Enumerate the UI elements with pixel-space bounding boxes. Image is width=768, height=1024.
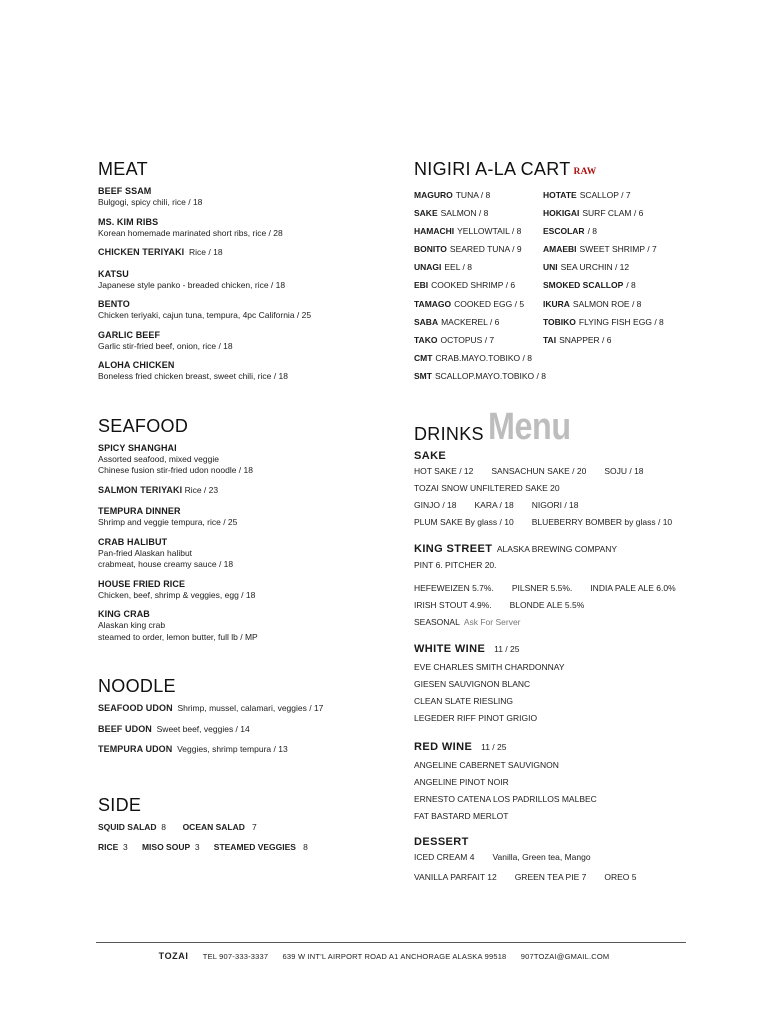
item-desc: SNAPPER / 6 — [559, 334, 612, 345]
item-name: MS. KIM RIBS — [98, 216, 159, 227]
drink-item: HEFEWEIZEN 5.7%. — [414, 582, 494, 593]
nigiri-item — [543, 242, 693, 256]
menu-item — [98, 724, 388, 736]
white-wine-block — [414, 639, 744, 727]
menu-item — [98, 703, 388, 715]
menu-item — [98, 443, 388, 477]
item-name: HOKIGAI — [543, 208, 580, 219]
item-desc: Bulgogi, spicy chili, rice / 18 — [98, 197, 203, 207]
item-desc: SCALLOP / 7 — [579, 190, 631, 200]
item-desc: OCTOPUS / 7 — [440, 334, 495, 345]
item-desc: Rice / 18 — [189, 247, 223, 257]
dessert-item: Vanilla, Green tea, Mango — [492, 851, 591, 862]
menu-item — [98, 537, 388, 571]
nigiri-item — [543, 278, 693, 292]
nigiri-item — [543, 315, 693, 329]
side-section — [98, 794, 388, 854]
item-name: MAGURO — [414, 190, 453, 200]
red-wine-price: 11 / 25 — [481, 741, 507, 752]
side-title: SIDE — [98, 794, 142, 815]
nigiri-item — [414, 333, 543, 347]
side-row — [98, 820, 388, 834]
item-name: OCEAN SALAD — [182, 821, 245, 832]
wine-item: FAT BASTARD MERLOT — [414, 810, 509, 821]
item-price: 7 — [252, 821, 257, 832]
item-name: CRAB HALIBUT — [98, 536, 168, 547]
item-name: KATSU — [98, 268, 129, 279]
footer — [0, 951, 768, 961]
item-desc: MACKEREL / 6 — [441, 316, 500, 327]
item-name: HAMACHI — [414, 226, 455, 237]
item-name: BEEF UDON — [98, 723, 152, 734]
wine-item: GIESEN SAUVIGNON BLANC — [414, 678, 531, 689]
drinks-title: DRINKS — [414, 423, 484, 444]
item-desc: YELLOWTAIL / 8 — [457, 226, 522, 237]
white-wine-title: WHITE WINE — [414, 642, 486, 655]
item-desc: / 8 — [587, 226, 598, 237]
drink-item: BLONDE ALE 5.5% — [509, 599, 585, 610]
item-desc-2: steamed to order, lemon butter, full lb / MP — [98, 631, 258, 642]
beer-title: KING STREET — [414, 542, 493, 555]
item-name: SQUID SALAD — [98, 821, 157, 832]
seafood-section — [98, 415, 388, 644]
menu-item — [98, 186, 388, 209]
beer-subtitle: ALASKA BREWING COMPANY — [496, 543, 618, 554]
item-name: HOUSE FRIED RICE — [98, 578, 186, 589]
item-desc: / 8 — [626, 280, 636, 291]
footer-phone: TEL 907-333-3337 — [202, 952, 269, 961]
drink-item: SANSACHUN SAKE / 20 — [491, 465, 587, 476]
item-desc: Garlic stir-fried beef, onion, rice / 18 — [98, 340, 233, 351]
noodle-title: NOODLE — [98, 676, 176, 696]
item-desc: Chicken, beef, shrimp & veggies, egg / 18 — [98, 589, 256, 600]
footer-email: 907TOZAI@GMAIL.COM — [520, 952, 610, 961]
wine-item: ANGELINE PINOT NOIR — [414, 776, 509, 787]
beer-line — [414, 597, 744, 614]
item-desc: Pan-fried Alaskan halibut — [98, 547, 193, 558]
item-name: TAMAGO — [414, 298, 452, 309]
drink-item: TOZAI SNOW UNFILTERED SAKE 20 — [414, 482, 560, 493]
meat-title: MEAT — [98, 159, 148, 179]
footer-address: 639 W INT'L AIRPORT ROAD A1 ANCHORAGE ALASKA 99518 — [282, 952, 507, 961]
item-desc: Korean homemade marinated short ribs, rice / 28 — [98, 227, 283, 238]
nigiri-item — [543, 206, 693, 220]
beer-line — [414, 580, 744, 597]
dessert-item: OREO 5 — [604, 871, 637, 882]
item-desc: Sweet beef, veggies / 14 — [156, 723, 250, 734]
item-desc-2: Chinese fusion stir-fried udon noodle / 18 — [98, 465, 253, 475]
wine-item: ANGELINE CABERNET SAUVIGNON — [414, 759, 559, 770]
dessert-line — [414, 849, 744, 866]
nigiri-item — [414, 188, 543, 202]
left-column — [98, 158, 388, 854]
menu-item — [98, 579, 388, 602]
item-name: SPICY SHANGHAI — [98, 442, 177, 453]
menu-wordmark: Menu — [487, 405, 571, 448]
drink-item: BLUEBERRY BOMBER by glass / 10 — [531, 516, 673, 527]
item-name: AMAEBI — [543, 244, 577, 255]
nigiri-empty — [543, 351, 693, 365]
drink-item: INDIA PALE ALE 6.0% — [590, 582, 676, 593]
item-name: GARLIC BEEF — [98, 329, 161, 340]
nigiri-item — [414, 260, 543, 274]
item-name: RICE — [98, 841, 119, 852]
item-desc: SCALLOP.MAYO.TOBIKO / 8 — [434, 370, 546, 381]
item-desc: Rice / 23 — [184, 484, 219, 495]
nigiri-item — [414, 315, 543, 329]
menu-item — [98, 269, 388, 292]
drinks-section — [414, 405, 744, 886]
item-name: ESCOLAR — [543, 226, 585, 237]
noodle-section — [98, 675, 388, 756]
item-name: STEAMED VEGGIES — [213, 841, 296, 852]
menu-item — [98, 744, 388, 756]
item-desc: FLYING FISH EGG / 8 — [578, 316, 664, 327]
white-wine-header — [414, 639, 744, 657]
beer-header — [414, 539, 744, 557]
item-name: SMOKED SCALLOP — [543, 280, 624, 291]
nigiri-item — [543, 333, 693, 347]
menu-item — [98, 506, 388, 529]
red-wine-block — [414, 737, 744, 825]
drinks-header — [414, 405, 744, 448]
menu-item — [98, 299, 388, 322]
item-desc: COOKED SHRIMP / 6 — [431, 280, 516, 291]
beer-line — [414, 557, 744, 574]
sake-block — [414, 449, 744, 531]
item-name: SAKE — [414, 208, 438, 219]
drink-item: HOT SAKE / 12 — [414, 465, 474, 476]
nigiri-item — [414, 351, 543, 365]
nigiri-title-text: NIGIRI A-LA CART — [414, 159, 571, 179]
menu-item — [98, 247, 388, 259]
nigiri-item — [543, 188, 693, 202]
sake-line — [414, 463, 744, 480]
nigiri-list — [414, 188, 744, 383]
item-name: TAI — [543, 334, 557, 345]
menu-item — [98, 217, 388, 240]
item-name: TEMPURA DINNER — [98, 506, 181, 516]
item-name: CMT — [414, 352, 433, 363]
nigiri-item — [414, 206, 543, 220]
item-price: 8 — [303, 841, 308, 852]
menu-item — [98, 360, 388, 383]
item-desc: Chicken teriyaki, cajun tuna, tempura, 4pc California / 25 — [98, 310, 312, 320]
item-name: TOBIKO — [543, 316, 576, 327]
item-desc: SWEET SHRIMP / 7 — [579, 244, 657, 255]
item-name: TAKO — [414, 334, 438, 345]
item-name: EBI — [414, 280, 429, 291]
red-wine-title: RED WINE — [414, 740, 473, 753]
item-name: KING CRAB — [98, 609, 150, 619]
brand-name: TOZAI — [158, 951, 189, 961]
item-price: 3 — [194, 841, 200, 852]
drink-item: GINJO / 18 — [414, 499, 457, 510]
item-name: TEMPURA UDON — [98, 744, 173, 754]
side-row — [98, 840, 388, 854]
dessert-item: GREEN TEA PIE 7 — [514, 871, 587, 882]
white-wine-price: 11 / 25 — [494, 643, 520, 654]
item-name: SMT — [414, 370, 432, 381]
nigiri-item — [414, 242, 543, 256]
item-desc: Veggies, shrimp tempura / 13 — [177, 744, 288, 754]
item-price: 8 — [161, 821, 167, 832]
nigiri-item — [543, 224, 693, 238]
red-wine-header — [414, 737, 744, 755]
item-desc: Japanese style panko - breaded chicken, rice / 18 — [98, 279, 286, 290]
drink-item: PILSNER 5.5%. — [511, 582, 573, 593]
menu-item — [98, 609, 388, 643]
drink-item: IRISH STOUT 4.9%. — [414, 599, 492, 610]
item-desc: SALMON ROE / 8 — [572, 298, 642, 309]
item-desc: TUNA / 8 — [455, 190, 491, 200]
wine-item: EVE CHARLES SMITH CHARDONNAY — [414, 661, 565, 672]
wine-item: CLEAN SLATE RIESLING — [414, 695, 514, 706]
drink-item: PINT 6. PITCHER 20. — [414, 559, 497, 570]
beer-line — [414, 614, 744, 631]
menu-item — [98, 485, 388, 497]
item-name: IKURA — [543, 298, 570, 309]
seasonal-label: SEASONAL — [414, 616, 460, 627]
raw-tag: RAW — [573, 167, 597, 177]
item-name: SABA — [414, 316, 439, 327]
nigiri-title — [414, 158, 744, 184]
menu-item — [98, 330, 388, 353]
beer-block — [414, 539, 744, 631]
item-name: HOTATE — [543, 190, 577, 200]
item-name: MISO SOUP — [141, 841, 191, 852]
item-name: SALMON TERIYAKI — [98, 484, 183, 495]
nigiri-item — [414, 224, 543, 238]
right-column — [414, 158, 744, 886]
item-price: 3 — [123, 841, 128, 852]
item-name: BEEF SSAM — [98, 186, 152, 196]
footer-divider — [96, 942, 686, 943]
item-desc: SURF CLAM / 6 — [582, 208, 644, 219]
item-desc: SEA URCHIN / 12 — [560, 262, 630, 273]
drink-item: SOJU / 18 — [604, 465, 644, 476]
seafood-title: SEAFOOD — [98, 415, 189, 436]
drink-item: PLUM SAKE By glass / 10 — [414, 516, 514, 527]
item-name: SEAFOOD UDON — [98, 703, 173, 713]
item-name: BONITO — [414, 244, 447, 255]
dessert-line — [414, 869, 744, 886]
item-desc: Boneless fried chicken breast, sweet chili, rice / 18 — [98, 371, 288, 381]
seasonal-note: Ask For Server — [463, 616, 521, 627]
item-desc: SEARED TUNA / 9 — [449, 244, 522, 255]
item-desc: Alaskan king crab — [98, 620, 166, 630]
sake-line — [414, 480, 744, 497]
sake-title: SAKE — [414, 449, 447, 462]
item-desc: SALMON / 8 — [440, 208, 489, 219]
nigiri-item — [414, 297, 543, 311]
item-name: CHICKEN TERIYAKI — [98, 247, 185, 257]
item-name: UNAGI — [414, 262, 442, 273]
item-desc: EEL / 8 — [444, 262, 472, 273]
item-desc: COOKED EGG / 5 — [454, 298, 525, 309]
item-name: BENTO — [98, 299, 130, 309]
sake-line — [414, 514, 744, 531]
nigiri-item — [414, 369, 546, 383]
wine-item: ERNESTO CATENA LOS PADRILLOS MALBEC — [414, 793, 597, 804]
item-name: UNI — [543, 262, 558, 273]
dessert-block — [414, 835, 744, 886]
sake-line — [414, 497, 744, 514]
dessert-title: DESSERT — [414, 835, 469, 848]
nigiri-section — [414, 158, 744, 383]
item-name: ALOHA CHICKEN — [98, 360, 175, 370]
nigiri-item — [543, 260, 693, 274]
item-desc: Shrimp, mussel, calamari, veggies / 17 — [177, 703, 324, 713]
item-desc-2: crabmeat, house creamy sauce / 18 — [98, 559, 234, 569]
item-desc: Assorted seafood, mixed veggie — [98, 453, 219, 464]
wine-item: LEGEDER RIFF PINOT GRIGIO — [414, 712, 538, 723]
nigiri-item — [414, 278, 543, 292]
nigiri-item — [543, 297, 693, 311]
drink-item: KARA / 18 — [474, 499, 514, 510]
item-desc: CRAB.MAYO.TOBIKO / 8 — [435, 352, 532, 363]
dessert-item: VANILLA PARFAIT 12 — [414, 871, 497, 882]
drink-item: NIGORI / 18 — [531, 499, 579, 510]
meat-section — [98, 158, 388, 383]
dessert-item: ICED CREAM 4 — [414, 851, 475, 862]
item-desc: Shrimp and veggie tempura, rice / 25 — [98, 517, 238, 527]
